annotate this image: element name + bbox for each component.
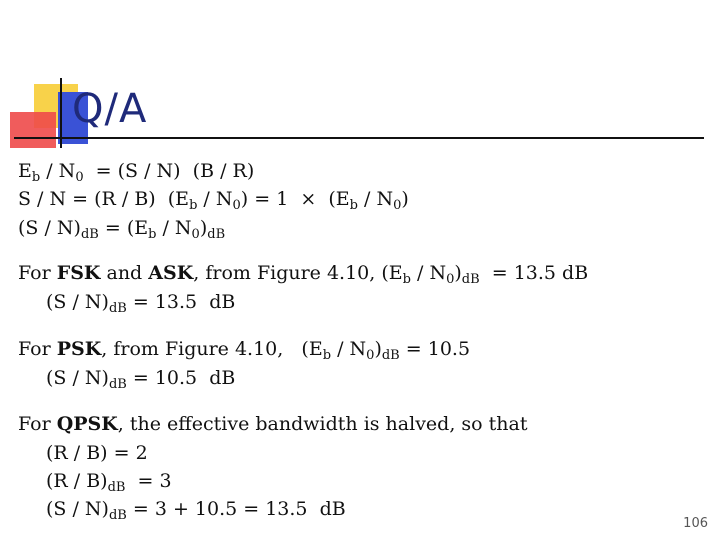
qpsk-r-b: (R / B) = 2	[46, 442, 148, 464]
statement-fsk-ask: For FSK and ASK, from Figure 4.10, $(E_b / N_0)_{dB} = 13.5$ dB	[18, 262, 589, 287]
statement-psk: For PSK, from Figure 4.10, $(E_b / N_0)_{dB} = 10.5$	[18, 338, 471, 363]
title-decoration-red-square	[10, 112, 56, 148]
statement-qpsk: For QPSK, the effective bandwidth is halved, so that	[18, 413, 528, 435]
qpsk-r-b-db: $(R / B)_{dB} = 3$	[46, 470, 172, 495]
equation-s-n: S / N = (R / B) $(E_b / N_0) = 1 \times (E_b / N_0)$	[18, 188, 409, 213]
slide-number: 106	[683, 516, 708, 531]
qpsk-s-n-db: $(S / N)_{dB} = 3 + 10.5 = 13.5$ dB	[46, 498, 346, 523]
equation-eb-n0: $E_b / N_0 = (S / N)$ (B / R)	[18, 160, 255, 185]
slide-title: Q/A	[72, 86, 148, 132]
equation-s-n-db: $(S / N)_{dB} = (E_b / N_0)_{dB}$	[18, 217, 226, 242]
result-psk: $(S / N)_{dB} = 10.5$ dB	[46, 367, 236, 392]
result-fsk-ask: $(S / N)_{dB} = 13.5$ dB	[46, 291, 236, 316]
title-horizontal-rule	[14, 137, 704, 139]
